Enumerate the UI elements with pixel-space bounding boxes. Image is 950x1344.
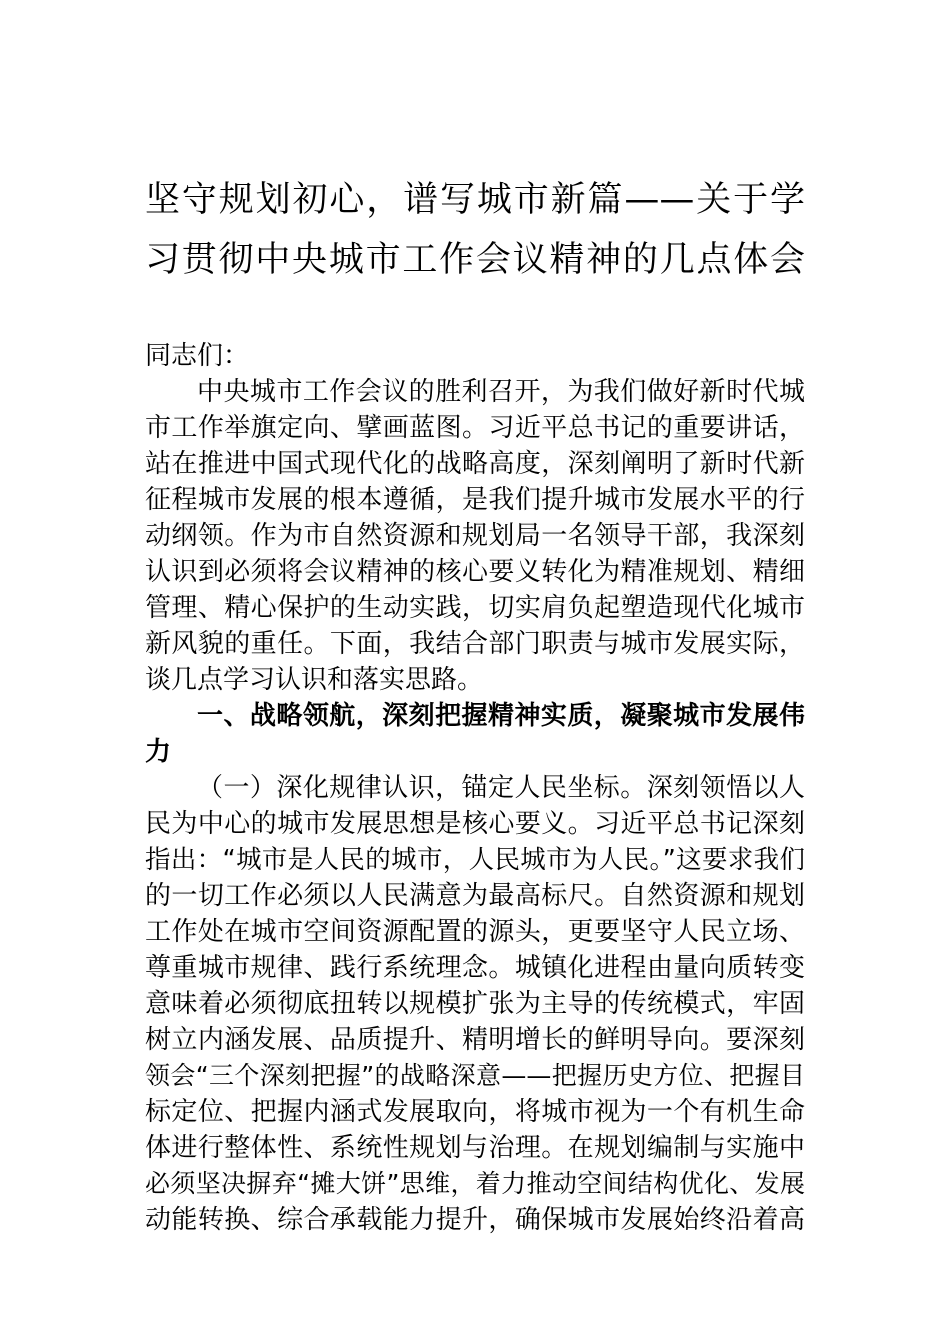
subsection-1-line-7: 意味着必须彻底扭转以规模扩张为主导的传统模式，牢固 (145, 989, 805, 1019)
intro-line-2: 市工作举旗定向、擘画蓝图。习近平总书记的重要讲话， (145, 413, 805, 443)
subsection-1-line-10: 标定位、把握内涵式发展取向，将城市视为一个有机生命 (145, 1097, 805, 1127)
section-1-heading (145, 698, 805, 770)
title-line-1: 坚守规划初心，谱写城市新篇——关于学 (145, 180, 805, 220)
subsection-1-line-2: 民为中心的城市发展思想是核心要义。习近平总书记深刻 (145, 809, 805, 839)
subsection-1-line-4: 的一切工作必须以人民满意为最高标尺。自然资源和规划 (145, 881, 805, 911)
intro-line-8: 新风貌的重任。下面，我结合部门职责与城市发展实际， (145, 629, 805, 659)
intro-line-6: 认识到必须将会议精神的核心要义转化为精准规划、精细 (145, 557, 805, 587)
section-1-heading-line-1: 一、战略领航，深刻把握精神实质，凝聚城市发展伟 (197, 701, 805, 731)
subsection-1-line-13: 动能转换、综合承载能力提升，确保城市发展始终沿着高 (145, 1205, 805, 1235)
section-1-heading-line-2: 力 (145, 737, 172, 767)
subsection-1-line-3: 指出：“城市是人民的城市，人民城市为人民。”这要求我们 (145, 845, 805, 875)
subsection-1-line-11: 体进行整体性、系统性规划与治理。在规划编制与实施中 (145, 1133, 805, 1163)
subsection-1-line-6: 尊重城市规律、践行系统理念。城镇化进程由量向质转变 (145, 953, 805, 983)
subsection-1-line-12: 必须坚决摒弃“摊大饼”思维，着力推动空间结构优化、发展 (145, 1169, 805, 1198)
subsection-1-line-8: 树立内涵发展、品质提升、精明增长的鲜明导向。要深刻 (145, 1025, 805, 1055)
subsection-1-line-9: 领会“三个深刻把握”的战略深意——把握历史方位、把握目 (145, 1061, 805, 1090)
intro-line-7: 管理、精心保护的生动实践，切实肩负起塑造现代化城市 (145, 593, 805, 623)
subsection-1-paragraph (145, 770, 805, 1238)
intro-line-5: 动纲领。作为市自然资源和规划局一名领导干部，我深刻 (145, 521, 805, 551)
intro-paragraph (145, 374, 805, 698)
subsection-1-line-5: 工作处在城市空间资源配置的源头，更要坚守人民立场、 (145, 917, 805, 947)
document-title (145, 170, 805, 290)
intro-line-9: 谈几点学习认识和落实思路。 (145, 665, 484, 695)
intro-line-4: 征程城市发展的根本遵循，是我们提升城市发展水平的行 (145, 485, 805, 515)
intro-line-3: 站在推进中国式现代化的战略高度，深刻阐明了新时代新 (145, 449, 805, 479)
intro-line-1: 中央城市工作会议的胜利召开，为我们做好新时代城 (197, 377, 805, 407)
subsection-1-line-1: （一）深化规律认识，锚定人民坐标。深刻领悟以人 (197, 773, 805, 803)
document-body (145, 338, 805, 1238)
salutation: 同志们： (145, 341, 250, 371)
title-line-2: 习贯彻中央城市工作会议精神的几点体会 (145, 240, 805, 280)
